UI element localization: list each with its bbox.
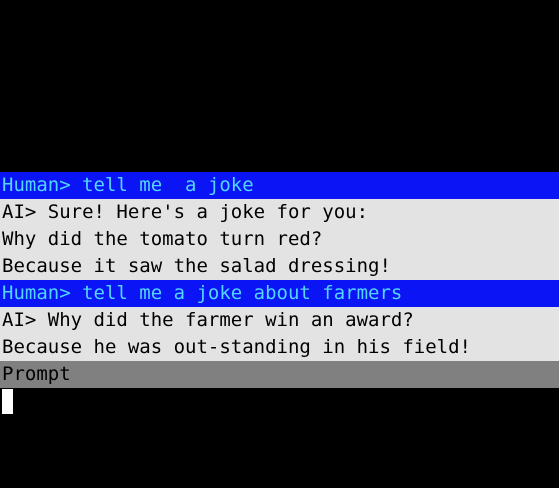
- ai-message-line: Why did the tomato turn red?: [0, 226, 559, 253]
- human-message: Human> tell me a joke about farmers: [0, 280, 559, 307]
- ai-message-line: AI> Why did the farmer win an award?: [0, 307, 559, 334]
- prompt-input-cursor[interactable]: [2, 389, 13, 414]
- prompt-label: Prompt: [0, 361, 559, 388]
- ai-message-line: Because it saw the salad dressing!: [0, 253, 559, 280]
- ai-message-line: AI> Sure! Here's a joke for you:: [0, 199, 559, 226]
- human-message: Human> tell me a joke: [0, 172, 559, 199]
- ai-message-line: Because he was out-standing in his field!: [0, 334, 559, 361]
- chat-transcript: [0, 172, 559, 388]
